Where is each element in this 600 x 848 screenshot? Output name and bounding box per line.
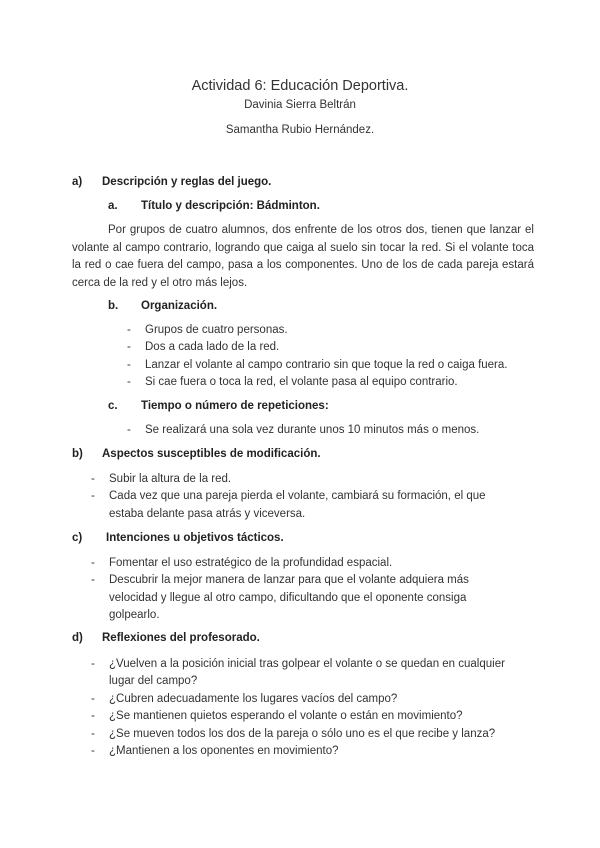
description-paragraph: Por grupos de cuatro alumnos, dos enfrente de los otros dos, tienen que lanzar el volante al campo contrario, logrando que caiga al suelo sin tocar la red. Si el volante toca la red o cae fuera del campo, pasa a los componentes. Uno de los de cada pareja estará cerca de la red y el otro más lejos. (72, 224, 534, 289)
subsection-marker: b. (108, 300, 119, 312)
section-marker: c) (72, 532, 83, 544)
author-name: Davinia Sierra Beltrán (244, 99, 356, 111)
organization-list (127, 322, 547, 392)
list-item: - Fomentar el uso estratégico de la profundidad espacial. (91, 555, 519, 572)
subsection-b-heading (108, 300, 217, 312)
author-name: Samantha Rubio Hernández. (225, 124, 375, 136)
list-item: - Se realizará una sola vez durante unos 10 minutos más o menos. (127, 422, 547, 439)
subsection-heading-text: Tiempo o número de repeticiones: (141, 400, 329, 412)
list-item: - Descubrir la mejor manera de lanzar para que el volante adquiera más velocidad y llegue al otro campo, dificultando que el oponente consiga golpearlo. (91, 572, 519, 624)
document-title: Actividad 6: Educación Deportiva. (191, 78, 409, 94)
subsection-a-heading (108, 200, 320, 212)
list-item: - Subir la altura de la red. (91, 471, 519, 488)
section-heading-text: Descripción y reglas del juego. (102, 176, 272, 188)
section-b-heading (72, 448, 321, 460)
section-marker: b) (72, 448, 83, 460)
reflection-list (91, 656, 523, 760)
section-heading-text: Aspectos susceptibles de modificación. (102, 448, 321, 460)
subsection-marker: a. (108, 200, 118, 212)
time-list (127, 422, 547, 439)
list-item: - ¿Se mueven todos los dos de la pareja o sólo uno es el que recibe y lanza? (91, 726, 523, 743)
objectives-list (91, 555, 519, 625)
list-item: - ¿Cubren adecuadamente los lugares vacíos del campo? (91, 691, 523, 708)
list-item: - Grupos de cuatro personas. (127, 322, 547, 339)
section-heading-text: Reflexiones del profesorado. (102, 632, 260, 644)
subsection-heading-text: Título y descripción: Bádminton. (141, 200, 320, 212)
section-c-heading (72, 532, 284, 544)
section-marker: a) (72, 176, 83, 188)
section-marker: d) (72, 632, 83, 644)
list-item: - Cada vez que una pareja pierda el volante, cambiará su formación, el que estaba delante pasa atrás y viceversa. (91, 488, 519, 523)
list-item: - Lanzar el volante al campo contrario sin que toque la red o caiga fuera. (127, 357, 547, 374)
modification-list (91, 471, 519, 523)
list-item: - Dos a cada lado de la red. (127, 339, 547, 356)
list-item: - ¿Vuelven a la posición inicial tras golpear el volante o se quedan en cualquier lugar del campo? (91, 656, 523, 691)
subsection-heading-text: Organización. (141, 300, 218, 312)
section-heading-text: Intenciones u objetivos tácticos. (106, 532, 284, 544)
section-a-heading (72, 176, 271, 188)
list-item: - Si cae fuera o toca la red, el volante pasa al equipo contrario. (127, 374, 547, 391)
subsection-c-heading (108, 400, 329, 412)
subsection-marker: c. (108, 400, 118, 412)
list-item: - ¿Mantienen a los oponentes en movimiento? (91, 743, 523, 760)
section-d-heading (72, 632, 260, 644)
list-item: - ¿Se mantienen quietos esperando el volante o están en movimiento? (91, 708, 523, 725)
